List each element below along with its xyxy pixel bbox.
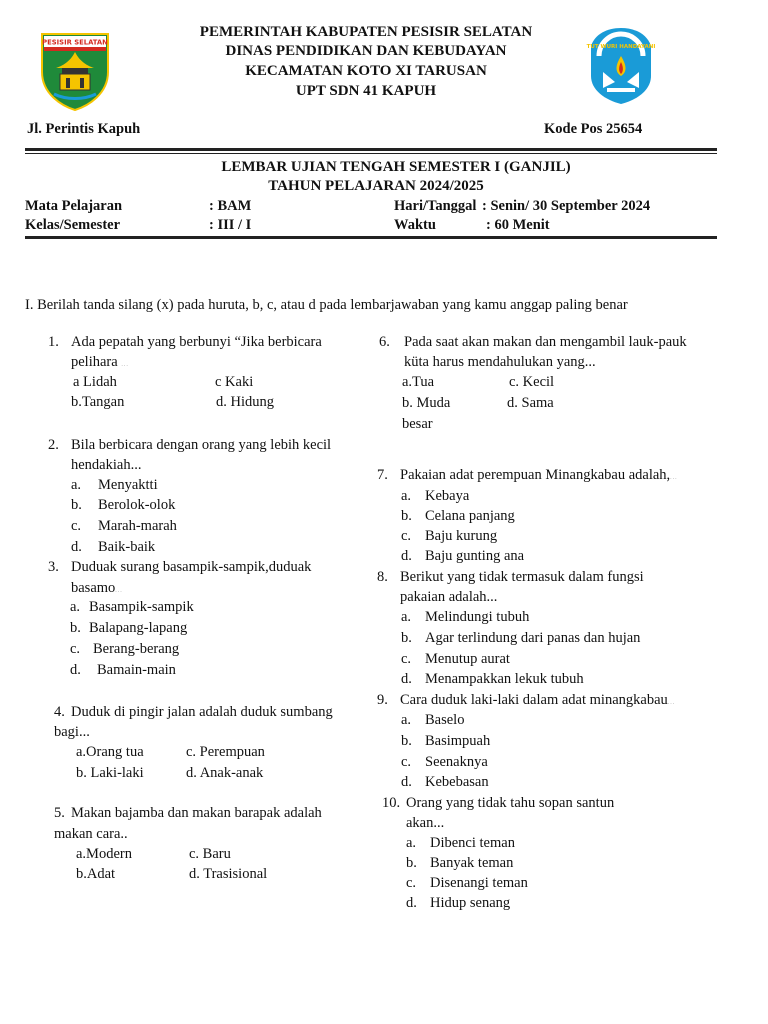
header-rule-thin: [25, 153, 717, 154]
class-value: : III / I: [209, 217, 252, 233]
question-text: Orang yang tidak tahu sopan santun: [406, 795, 615, 811]
option-d: Baik-baik: [98, 539, 156, 555]
option-d: d. Anak-anak: [186, 765, 264, 781]
option-letter: a.: [401, 488, 412, 504]
option-b: Berolok-olok: [98, 497, 176, 513]
option-c: c. Perempuan: [186, 744, 265, 760]
option-d: Baju gunting ana: [425, 548, 525, 564]
subject-label: Mata Pelajaran: [25, 198, 123, 214]
question-number: 10.: [382, 795, 401, 811]
option-b: Celana panjang: [425, 508, 515, 524]
option-b: Basimpuah: [425, 733, 491, 749]
option-letter: c.: [401, 651, 412, 667]
option-letter: a.: [401, 712, 412, 728]
question-number: 9.: [377, 692, 388, 708]
option-d: d. Sama: [507, 395, 554, 411]
header-line-government: PEMERINTAH KABUPATEN PESISIR SELATAN: [199, 24, 533, 40]
option-d: d. Hidung: [216, 394, 274, 410]
option-c: Berang-berang: [93, 641, 180, 657]
date-value: : Senin/ 30 September 2024: [482, 198, 651, 214]
option-a: Kebaya: [425, 488, 470, 504]
option-a: a Lidah: [73, 374, 117, 390]
question-text: Berikut yang tidak termasuk dalam fungsi: [400, 569, 644, 585]
option-letter: c.: [401, 754, 412, 770]
question-number: 5.: [54, 805, 65, 821]
subject-value: : BAM: [209, 198, 252, 214]
question-text: Duduk di pingir jalan adalah duduk sumbang: [71, 704, 333, 720]
class-label: Kelas/Semester: [25, 217, 121, 233]
option-a: a.Tua: [402, 374, 435, 390]
option-c: c Kaki: [215, 374, 254, 390]
option-letter: c.: [70, 641, 81, 657]
tut-wuri-handayani-logo: [585, 26, 657, 106]
exam-title: LEMBAR UJIAN TENGAH SEMESTER I (GANJIL): [221, 159, 571, 175]
option-letter: d.: [401, 774, 412, 790]
option-letter: b.: [71, 497, 82, 513]
header-rule-thick: [25, 148, 717, 151]
option-letter: b.: [401, 630, 412, 646]
question-text: Cara duduk laki-laki dalam adat minangkabau...: [400, 692, 676, 708]
option-letter: d.: [401, 671, 412, 687]
info-rule: [25, 236, 717, 239]
question-text: Ada pepatah yang berbunyi “Jika berbicara: [71, 334, 322, 350]
option-letter: a.: [70, 599, 81, 615]
header-line-district: KECAMATAN KOTO XI TARUSAN: [245, 63, 487, 79]
option-letter: b.: [401, 508, 412, 524]
question-text: Bila berbicara dengan orang yang lebih kecil: [71, 437, 332, 453]
option-letter: a.: [406, 835, 417, 851]
time-value: : 60 Menit: [486, 217, 550, 233]
question-text: hendakiah...: [71, 457, 142, 473]
option-letter: a.: [71, 477, 82, 493]
option-d: Bamain-main: [97, 662, 176, 678]
option-d-continued: besar: [402, 416, 433, 432]
option-b: b.Adat: [76, 866, 116, 882]
question-text: basamo...: [71, 580, 123, 596]
question-number: 4.: [54, 704, 65, 720]
question-text: Pada saat akan makan dan mengambil lauk-pauk: [404, 334, 687, 350]
option-b: b. Muda: [402, 395, 451, 411]
option-c: Baju kurung: [425, 528, 498, 544]
option-d: Menampakkan lekuk tubuh: [425, 671, 584, 687]
svg-text:TUT WURI HANDAYANI: TUT WURI HANDAYANI: [586, 44, 656, 50]
option-letter: d.: [70, 662, 81, 678]
question-text: pakaian adalah...: [400, 589, 498, 605]
option-c: c. Kecil: [509, 374, 555, 390]
option-c: Seenaknya: [425, 754, 488, 770]
question-text: Makan bajamba dan makan barapak adalah: [71, 805, 322, 821]
postal-code: Kode Pos 25654: [544, 121, 643, 137]
option-a: Melindungi tubuh: [425, 609, 530, 625]
question-number: 3.: [48, 559, 59, 575]
option-a: Menyaktti: [98, 477, 158, 493]
option-c: Disenangi teman: [430, 875, 528, 891]
option-letter: c.: [71, 518, 82, 534]
option-letter: c.: [401, 528, 412, 544]
option-letter: b.: [406, 855, 417, 871]
option-d: Hidup senang: [430, 895, 511, 911]
option-a: a.Orang tua: [76, 744, 144, 760]
option-c: Marah-marah: [98, 518, 177, 534]
school-address: Jl. Perintis Kapuh: [27, 121, 141, 137]
time-label: Waktu: [394, 217, 436, 233]
header-line-department: DINAS PENDIDIKAN DAN KEBUDAYAN: [225, 43, 507, 59]
option-a: Basampik-sampik: [89, 599, 194, 615]
question-text: küta harus mendahulukan yang...: [404, 354, 596, 370]
option-b: Agar terlindung dari panas dan hujan: [425, 630, 641, 646]
question-number: 2.: [48, 437, 59, 453]
svg-text:PESISIR SELATAN: PESISIR SELATAN: [42, 38, 108, 47]
question-text: bagi...: [54, 724, 90, 740]
option-b: Banyak teman: [430, 855, 514, 871]
option-c: c. Baru: [189, 846, 231, 862]
question-number: 1.: [48, 334, 59, 350]
option-d: Kebebasan: [425, 774, 489, 790]
option-letter: b.: [401, 733, 412, 749]
question-text: pelihara ...: [71, 354, 129, 370]
exam-year: TAHUN PELAJARAN 2024/2025: [268, 178, 484, 194]
option-letter: d.: [71, 539, 82, 555]
question-number: 8.: [377, 569, 388, 585]
option-c: Menutup aurat: [425, 651, 510, 667]
question-text: makan cara..: [54, 826, 128, 842]
option-a: Dibenci teman: [430, 835, 515, 851]
option-letter: b.: [70, 620, 81, 636]
instruction-text: I. Berilah tanda silang (x) pada huruta, b, c, atau d pada lembarjawaban yang kamu anggap paling benar: [25, 297, 628, 313]
option-letter: c.: [406, 875, 417, 891]
question-text: akan...: [406, 815, 445, 831]
header-line-school: UPT SDN 41 KAPUH: [295, 83, 437, 99]
pesisir-selatan-logo: [38, 28, 112, 112]
option-letter: a.: [401, 609, 412, 625]
option-b: b.Tangan: [71, 394, 125, 410]
option-a: a.Modern: [76, 846, 132, 862]
question-number: 7.: [377, 467, 388, 483]
option-d: d. Trasisional: [189, 866, 268, 882]
option-b: Balapang-lapang: [89, 620, 188, 636]
option-a: Baselo: [425, 712, 465, 728]
option-b: b. Laki-laki: [76, 765, 144, 781]
date-label: Hari/Tanggal: [394, 198, 477, 214]
option-letter: d.: [401, 548, 412, 564]
option-letter: d.: [406, 895, 417, 911]
question-text: Duduak surang basampik-sampik,duduak: [71, 559, 312, 575]
question-text: Pakaian adat perempuan Minangkabau adalah,...: [400, 467, 678, 483]
question-number: 6.: [379, 334, 390, 350]
